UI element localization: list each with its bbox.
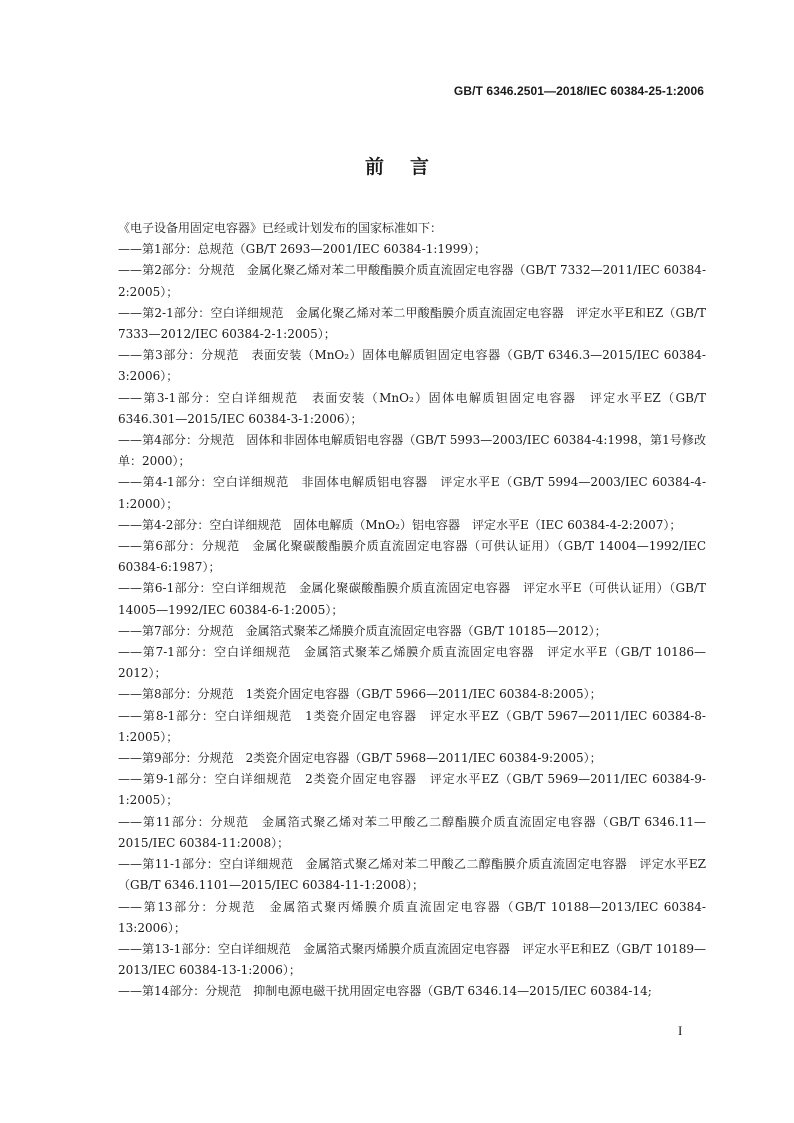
list-item: ——第4-2部分：空白详细规范 固体电解质（MnO₂）铝电容器 评定水平E（IEC 60384-4-2:2007）；: [118, 517, 682, 532]
list-item: ——第13-1部分：空白详细规范 金属箔式聚丙烯膜介质直流固定电容器 评定水平E和EZ（GB/T 10189—2013/IEC 60384-13-1:2006）；: [118, 941, 706, 978]
list-item: ——第1部分：总规范（GB/T 2693—2001/IEC 60384-1:1999）；: [118, 242, 486, 257]
page-title: 前言: [364, 156, 455, 178]
standards-list: [118, 239, 706, 1002]
list-item: ——第7部分：分规范 金属箔式聚苯乙烯膜介质直流固定电容器（GB/T 10185—2012）；: [118, 623, 607, 638]
list-item: ——第9-1部分：空白详细规范 2类瓷介固定电容器 评定水平EZ（GB/T 5969—2011/IEC 60384-9-1:2005）；: [118, 772, 706, 808]
list-item: ——第11部分：分规范 金属箔式聚乙烯对苯二甲酸乙二醇酯膜介质直流固定电容器（GB/T 6346.11—2015/IEC 60384-11:2008）；: [118, 814, 706, 850]
list-item: ——第7-1部分：空白详细规范 金属箔式聚苯乙烯膜介质直流固定电容器 评定水平E（GB/T 10186—2012）；: [118, 645, 706, 681]
document-body: [118, 218, 706, 1003]
list-item: ——第11-1部分：空白详细规范 金属箔式聚乙烯对苯二甲酸乙二醇酯膜介质直流固定电容器 评定水平EZ（GB/T 6346.1101—2015/IEC 60384-11-1:2008）；: [118, 857, 706, 893]
list-item: ——第8部分：分规范 1类瓷介固定电容器（GB/T 5966—2011/IEC 60384-8:2005）；: [118, 687, 602, 702]
list-item: ——第4-1部分：空白详细规范 非固体电解质铝电容器 评定水平E（GB/T 5994—2003/IEC 60384-4-1:2000）；: [118, 475, 706, 511]
list-item: ——第8-1部分：空白详细规范 1类瓷介固定电容器 评定水平EZ（GB/T 5967—2011/IEC 60384-8-1:2005）；: [118, 708, 706, 744]
intro-paragraph: 《电子设备用固定电容器》已经或计划发布的国家标准如下：: [118, 221, 443, 235]
list-item: ——第9部分：分规范 2类瓷介固定电容器（GB/T 5968—2011/IEC 60384-9:2005）；: [118, 751, 602, 766]
standard-number: GB/T 6346.2501—2018/IEC 60384-25-1:2006: [453, 84, 704, 98]
page-number: I: [678, 1023, 683, 1038]
list-item: ——第13部分：分规范 金属箔式聚丙烯膜介质直流固定电容器（GB/T 10188—2013/IEC 60384-13:2006）；: [118, 899, 706, 935]
list-item: ——第2-1部分：空白详细规范 金属化聚乙烯对苯二甲酸酯膜介质直流固定电容器 评定水平E和EZ（GB/T 7333—2012/IEC 60384-2-1:2005）；: [118, 305, 706, 342]
list-item: ——第3-1部分：空白详细规范 表面安装（MnO₂）固体电解质钽固定电容器 评定水平EZ（GB/T 6346.301—2015/IEC 60384-3-1:2006）；: [118, 390, 706, 426]
list-item: ——第2部分：分规范 金属化聚乙烯对苯二甲酸酯膜介质直流固定电容器（GB/T 7332—2011/IEC 60384-2:2005）；: [118, 263, 706, 299]
list-item: ——第3部分：分规范 表面安装（MnO₂）固体电解质钽固定电容器（GB/T 6346.3—2015/IEC 60384-3:2006）；: [118, 348, 706, 384]
list-item: ——第6部分：分规范 金属化聚碳酸酯膜介质直流固定电容器（可供认证用）（GB/T 14004—1992/IEC 60384-6:1987）；: [118, 539, 706, 575]
list-item: ——第4部分：分规范 固体和非固体电解质铝电容器（GB/T 5993—2003/IEC 60384-4:1998，第1号修改单：2000）；: [118, 433, 706, 469]
list-item: ——第14部分：分规范 抑制电源电磁干扰用固定电容器（GB/T 6346.14—2015/IEC 60384-14;: [118, 984, 652, 999]
list-item: ——第6-1部分：空白详细规范 金属化聚碳酸酯膜介质直流固定电容器 评定水平E（可供认证用）（GB/T 14005—1992/IEC 60384-6-1:2005）；: [118, 581, 706, 617]
